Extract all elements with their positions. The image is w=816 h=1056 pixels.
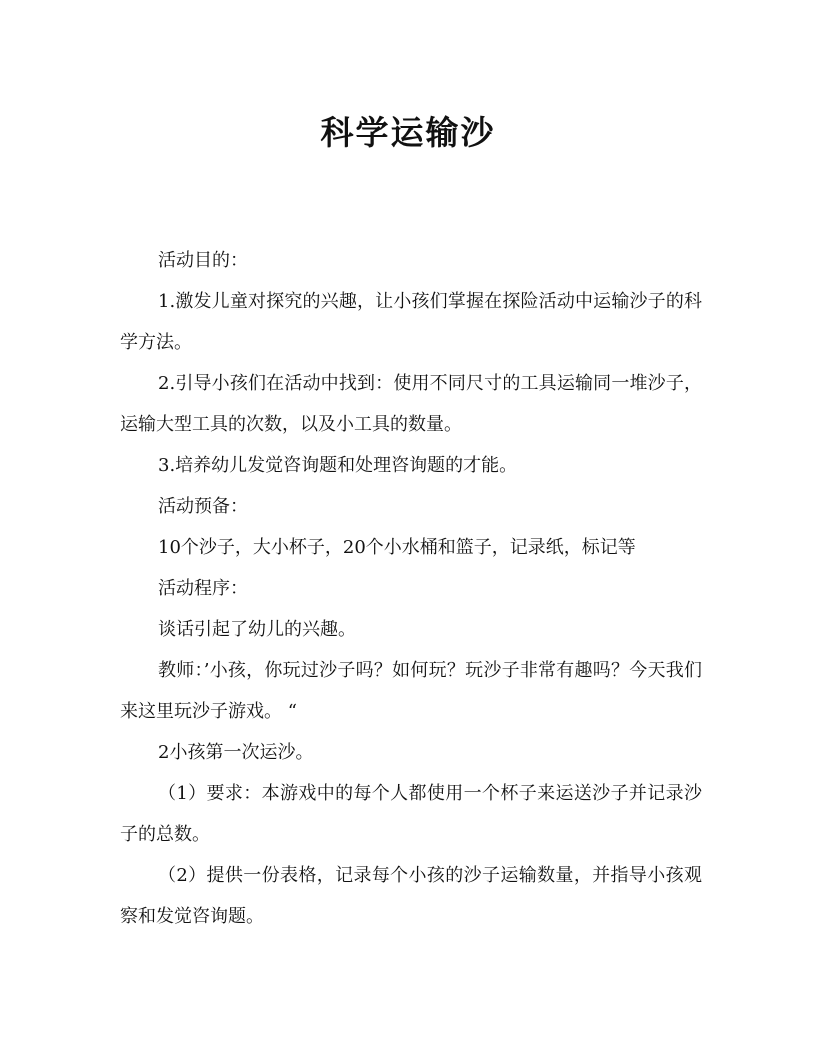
section-heading-procedure: 活动程序：: [158, 578, 248, 599]
goal-item-3: 3.培养幼儿发觉咨询题和处理咨询题的才能。: [158, 455, 518, 476]
teacher-dialogue: 教师：’小孩，你玩过沙子吗？如何玩？玩沙子非常有趣吗？今天我们来这里玩沙子游戏。 “: [120, 660, 702, 722]
goal-item-1: 1.激发儿童对探究的兴趣，让小孩们掌握在探险活动中运输沙子的科学方法。: [120, 291, 702, 353]
procedure-substep-2: （2）提供一份表格，记录每个小孩的沙子运输数量，并指导小孩观察和发觉咨询题。: [120, 865, 702, 927]
section-heading-goals: 活动目的：: [158, 250, 248, 271]
goal-item-2: 2.引导小孩们在活动中找到：使用不同尺寸的工具运输同一堆沙子，运输大型工具的次数，以及小工具的数量。: [120, 373, 702, 435]
procedure-substep-1: （1）要求：本游戏中的每个人都使用一个杯子来运送沙子并记录沙子的总数。: [120, 783, 702, 845]
procedure-step-1: 谈话引起了幼儿的兴趣。: [158, 619, 356, 640]
document-title: 科学运输沙: [320, 113, 496, 152]
document-body: [120, 240, 702, 937]
section-heading-preparation: 活动预备：: [158, 496, 248, 517]
preparation-materials: 10个沙子，大小杯子，20个小水桶和篮子，记录纸，标记等: [158, 537, 636, 558]
procedure-step-2: 2小孩第一次运沙。: [158, 742, 314, 763]
